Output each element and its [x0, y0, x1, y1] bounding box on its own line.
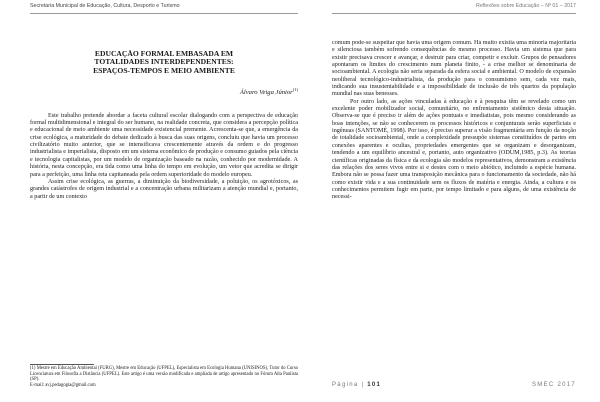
- author-name: Álvaro Veiga Júnior: [239, 89, 293, 97]
- footer-publication: SMEC 2017: [531, 382, 576, 388]
- footnote-email: E-mail: avj.pedagogia@gmail.com: [30, 382, 96, 388]
- left-column: [30, 50, 298, 360]
- title-line: ESPAÇOS-TEMPOS E MEIO AMBIENTE: [93, 65, 235, 75]
- running-header-left: Secretaria Municipal de Educação, Cultura, Desporto e Turismo: [30, 3, 298, 14]
- body-paragraph: Por outro lado, as ações vinculadas à educação e à pesquisa têm se revelado como um excelente poder mobilizador social, comunitário, no enfrentamento sistêmico desta situação. Observa-se que é preciso ir além de ações pontuais e imediatistas, pois mesmo considerando as boas intenções, se não se conhecerem os processos históricos e conjunturais serão superficiais e ingênuas (SANTOMÉ, 1998). Por isso, é preciso superar a visão fragmentária em função da noção de totalidade socioambiental, onde a complexidade pressupõe sistemas constituídos de partes em conexões aparentes e ocultas, propriedades emergentes que se organizam e desorganizam, tendendo a um equilíbrio ancestral e, portanto, auto organizativo (ODUM,1985, p.3). As teorias científicas originadas da física e da ecologia são modelos representativos, demonstram a existência das relações dos seres vivos entre si e destes com o meio abiótico, incluindo a espécie humana. Embora não se possa fazer uma transposição mecânica para o funcionamento da sociedade, não há como existir vida e a sua continuidade sem os fluxos de matéria e energia. Ainda, a cultura e os conhecimentos permitem fugir em parte, por tempo limitado e para alguns, de uma existência de necessi-: [332, 98, 576, 201]
- title-line: TOTALIDADES INTERDEPENDENTES:: [94, 57, 234, 67]
- page-label: Página |: [332, 382, 365, 388]
- author-line: [30, 86, 298, 97]
- author-footnote-mark: (1): [292, 87, 298, 93]
- body-paragraph: comum pode-se suspeitar que havia uma origem comum. Há muito existia uma minoria majoritária e silenciosa também sofrendo consequências do mesmo processo. Havia um sistema que para existir precisava crescer e avançar, e destruir para criar, competir e excluir. Grupos de pensadores apontaram os limites do crescimento num planeta finito, - a crise melhor se denominaria de socioambiental. A ecologia não seria separada da esfera social e ambiental. O modelo de expansão neoliberal tecnológico-industrialista, da produção para o consumismo sem, cada vez mais, indicando sua insustentabilidade e a impossibilidade de inclusão de três quartos da população mundial nas suas benesses.: [332, 40, 576, 98]
- page-number: 101: [367, 382, 382, 388]
- page-footer: [332, 382, 381, 392]
- article-title: [38, 50, 290, 75]
- running-header-right: Reflexões sobre Educação – Nº 01 – 2017: [332, 3, 576, 14]
- right-column: [332, 40, 576, 376]
- title-line: EDUCAÇÃO FORMAL EMBASADA EM: [94, 50, 234, 58]
- footnote: [30, 366, 298, 388]
- body-paragraph: Este trabalho pretende abordar a faceta cultural escolar dialogando com a perspectiva de educação formal multidimensional e integral do ser humano, na realidade concreta, que considera a percepção política e educacional de meio ambiente uma necessidade existencial premente. Acrescenta-se que, a emergência da crise ecológica, a maturidade do debate dedicado à busca das suas origens, concluiu que havia um processo civilizatório muito anterior, que se intensificava crescentemente através da ordem e do progresso industrialista e imperialista, disposto em um sistema econômico de produção e consumo guiados pela ciência e tecnologia capitalistas, por um modelo de organização baseado na razão, conhecido por modernidade. A história, nesta concepção, era tida como uma linha do tempo em evolução, um vetor que acredita se dirigir para a perfeição, uma linha reta capitaneada pela ordem superioridade do modelo europeu.: [30, 112, 298, 178]
- footnote-divider: [30, 364, 94, 365]
- footnote-text: (1) Mestre em Educação Ambiental (FURG), Mestre em Educação (UFPEL), Especialista em Ecologia Humana (UNISINOS), Tutor do Curso Licenciatura em Filosofia a Distância (UFPEL). Este artigo é uma versão modificada e ampliada de artigo apresentado no Fórum Alta Paulista (SP).: [30, 366, 298, 382]
- body-paragraph: Assim crise ecológica, as guerras, a diminuição da biodiversidade, a poluição, os agrotóxicos, as grandes catástrofes de origem industrial e a concentração urbana militarizam a atenção mundial e, portanto, a partir de um contexto: [30, 178, 298, 200]
